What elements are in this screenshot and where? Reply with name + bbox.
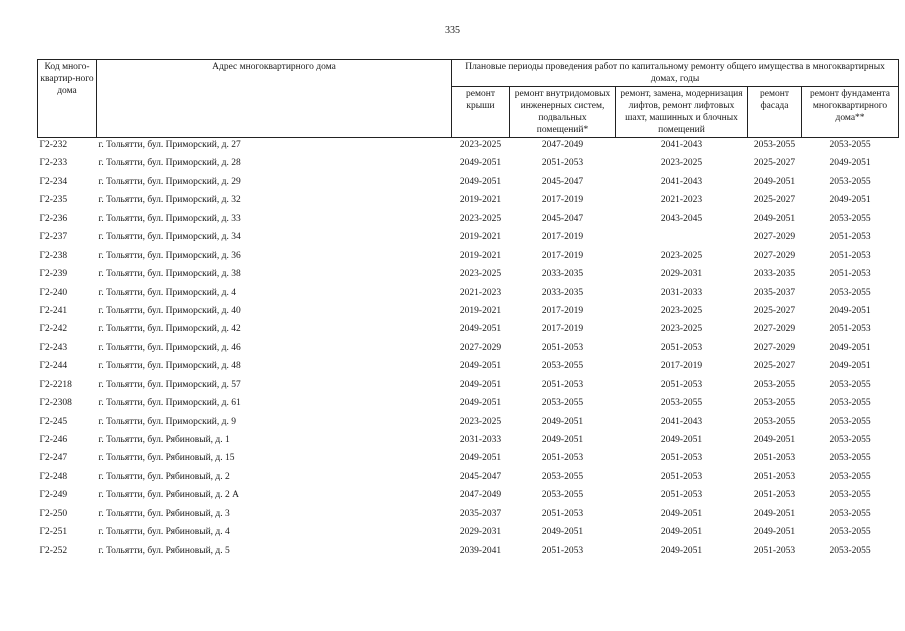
cell-code: Г2-2308 [39, 398, 72, 409]
cell-elevators: 2051-2053 [660, 490, 703, 501]
table-row [38, 230, 899, 248]
cell-address: г. Тольятти, бул. Рябиновый, д. 15 [98, 453, 235, 464]
cell-address: г. Тольятти, бул. Рябиновый, д. 5 [98, 545, 230, 556]
cell-elevators: 2049-2051 [660, 435, 703, 445]
cell-systems: 2049-2051 [541, 416, 584, 427]
cell-systems: 2051-2053 [541, 342, 584, 353]
cell-facade: 2049-2051 [753, 213, 796, 224]
cell-address: г. Тольятти, бул. Приморский, д. 27 [98, 140, 241, 150]
cell-code: Г2-242 [39, 324, 68, 335]
table-row [38, 378, 899, 396]
header-code: Код много-квартир-ного дома [38, 60, 97, 138]
cell-elevators: 2023-2025 [660, 250, 703, 261]
cell-elevators: 2049-2051 [660, 545, 703, 556]
cell-foundation: 2053-2055 [829, 140, 871, 150]
cell-code: Г2-238 [39, 250, 68, 261]
cell-roof: 2049-2051 [459, 158, 502, 169]
cell-facade: 2051-2053 [753, 453, 796, 464]
cell-foundation: 2049-2051 [829, 342, 871, 353]
table-row [38, 488, 899, 506]
table-row [38, 193, 899, 211]
cell-address: г. Тольятти, бул. Приморский, д. 36 [98, 250, 241, 261]
cell-facade: 2053-2055 [753, 398, 796, 409]
cell-address: г. Тольятти, бул. Приморский, д. 29 [98, 176, 241, 187]
cell-code: Г2-232 [39, 140, 68, 150]
cell-address: г. Тольятти, бул. Приморский, д. 40 [98, 305, 241, 316]
cell-foundation: 2053-2055 [829, 176, 871, 187]
cell-code: Г2-248 [39, 471, 68, 482]
cell-systems: 2017-2019 [541, 324, 584, 335]
cell-code: Г2-233 [39, 158, 68, 169]
cell-address: г. Тольятти, бул. Рябиновый, д. 2 А [98, 490, 239, 501]
cell-systems: 2053-2055 [541, 471, 584, 482]
cell-systems: 2049-2051 [541, 435, 584, 445]
cell-code: Г2-236 [39, 213, 68, 224]
cell-facade: 2049-2051 [753, 176, 796, 187]
table-body [38, 138, 899, 563]
cell-address: г. Тольятти, бул. Рябиновый, д. 2 [98, 471, 230, 482]
cell-systems: 2051-2053 [541, 453, 584, 464]
cell-address: г. Тольятти, бул. Приморский, д. 4 [98, 287, 236, 298]
cell-roof: 2049-2051 [459, 398, 502, 409]
cell-systems: 2017-2019 [541, 232, 584, 243]
cell-elevators: 2021-2023 [660, 195, 703, 206]
cell-facade: 2049-2051 [753, 508, 796, 519]
cell-foundation: 2053-2055 [829, 287, 871, 298]
cell-foundation: 2053-2055 [829, 471, 871, 482]
cell-foundation: 2049-2051 [829, 195, 871, 206]
cell-roof: 2049-2051 [459, 176, 502, 187]
table-row [38, 212, 899, 230]
table-row [38, 415, 899, 433]
cell-foundation: 2053-2055 [829, 453, 871, 464]
cell-foundation: 2053-2055 [829, 213, 871, 224]
cell-code: Г2-234 [39, 176, 68, 187]
table-row [38, 249, 899, 267]
cell-roof: 2049-2051 [459, 379, 502, 390]
cell-code: Г2-250 [39, 508, 68, 519]
cell-code: Г2-241 [39, 305, 68, 316]
cell-systems: 2017-2019 [541, 305, 584, 316]
cell-elevators [616, 230, 748, 248]
cell-systems: 2053-2055 [541, 361, 584, 372]
cell-facade: 2049-2051 [753, 527, 796, 538]
cell-roof: 2031-2033 [459, 435, 502, 445]
cell-foundation: 2053-2055 [829, 527, 871, 538]
table-row [38, 138, 899, 157]
table-row [38, 175, 899, 193]
table-row [38, 359, 899, 377]
table-row [38, 544, 899, 562]
cell-elevators: 2049-2051 [660, 527, 703, 538]
cell-systems: 2051-2053 [541, 545, 584, 556]
cell-code: Г2-244 [39, 361, 68, 372]
cell-foundation: 2049-2051 [829, 361, 871, 372]
cell-roof: 2019-2021 [459, 250, 502, 261]
cell-roof: 2023-2025 [459, 416, 502, 427]
cell-foundation: 2053-2055 [829, 545, 871, 556]
cell-systems: 2017-2019 [541, 195, 584, 206]
cell-address: г. Тольятти, бул. Приморский, д. 34 [98, 232, 241, 243]
table-row [38, 451, 899, 469]
cell-code: Г2-252 [39, 545, 68, 556]
cell-foundation: 2053-2055 [829, 435, 871, 445]
page-number: 335 [445, 25, 460, 36]
header-periods: Плановые периоды проведения работ по капитальному ремонту общего имущества в многоквартирных домах, годы [452, 60, 899, 87]
cell-address: г. Тольятти, бул. Приморский, д. 32 [98, 195, 241, 206]
cell-foundation: 2053-2055 [829, 490, 871, 501]
cell-address: г. Тольятти, бул. Приморский, д. 38 [98, 269, 241, 280]
cell-facade: 2051-2053 [753, 545, 796, 556]
cell-roof: 2023-2025 [459, 269, 502, 280]
cell-facade: 2025-2027 [753, 305, 796, 316]
cell-elevators: 2051-2053 [660, 342, 703, 353]
cell-roof: 2027-2029 [459, 342, 502, 353]
cell-systems: 2017-2019 [541, 250, 584, 261]
cell-code: Г2-239 [39, 269, 68, 280]
cell-roof: 2049-2051 [459, 324, 502, 335]
cell-code: Г2-249 [39, 490, 68, 501]
cell-code: Г2-251 [39, 527, 68, 538]
cell-systems: 2051-2053 [541, 158, 584, 169]
cell-facade: 2025-2027 [753, 158, 796, 169]
cell-facade: 2035-2037 [753, 287, 796, 298]
table-row [38, 525, 899, 543]
cell-facade: 2027-2029 [753, 250, 796, 261]
cell-systems: 2049-2051 [541, 527, 584, 538]
cell-address: г. Тольятти, бул. Приморский, д. 33 [98, 213, 241, 224]
cell-systems: 2045-2047 [541, 213, 584, 224]
table-row [38, 433, 899, 451]
cell-roof: 2023-2025 [459, 213, 502, 224]
cell-foundation: 2051-2053 [829, 269, 871, 280]
cell-facade: 2033-2035 [753, 269, 796, 280]
cell-foundation: 2049-2051 [829, 158, 871, 169]
cell-foundation: 2053-2055 [829, 508, 871, 519]
cell-roof: 2035-2037 [459, 508, 502, 519]
cell-facade: 2053-2055 [753, 140, 796, 150]
cell-roof: 2049-2051 [459, 453, 502, 464]
cell-elevators: 2053-2055 [660, 398, 703, 409]
cell-elevators: 2041-2043 [660, 140, 703, 150]
cell-systems: 2053-2055 [541, 490, 584, 501]
table-row [38, 304, 899, 322]
table-row [38, 156, 899, 174]
cell-code: Г2-235 [39, 195, 68, 206]
cell-elevators: 2023-2025 [660, 324, 703, 335]
cell-roof: 2019-2021 [459, 232, 502, 243]
cell-elevators: 2051-2053 [660, 471, 703, 482]
cell-code: Г2-2218 [39, 379, 72, 390]
cell-foundation: 2051-2053 [829, 324, 871, 335]
cell-foundation: 2053-2055 [829, 379, 871, 390]
cell-facade: 2025-2027 [753, 195, 796, 206]
cell-code: Г2-243 [39, 342, 68, 353]
cell-address: г. Тольятти, бул. Приморский, д. 28 [98, 158, 241, 169]
cell-elevators: 2031-2033 [660, 287, 703, 298]
cell-elevators: 2041-2043 [660, 176, 703, 187]
cell-systems: 2045-2047 [541, 176, 584, 187]
cell-facade: 2049-2051 [753, 435, 796, 445]
table-row [38, 322, 899, 340]
cell-foundation: 2053-2055 [829, 416, 871, 427]
cell-foundation: 2051-2053 [829, 250, 871, 261]
cell-systems: 2047-2049 [541, 140, 584, 150]
cell-elevators: 2051-2053 [660, 379, 703, 390]
cell-roof: 2045-2047 [459, 471, 502, 482]
header-elevators: ремонт, замена, модернизация лифтов, ремонт лифтовых шахт, машинных и блочных помещений [616, 87, 748, 138]
header-systems: ремонт внутридомовых инженерных систем, подвальных помещений* [510, 87, 616, 138]
cell-roof: 2039-2041 [459, 545, 502, 556]
cell-facade: 2025-2027 [753, 361, 796, 372]
cell-facade: 2051-2053 [753, 471, 796, 482]
cell-code: Г2-247 [39, 453, 68, 464]
header-roof: ремонт крыши [452, 87, 510, 138]
cell-roof: 2047-2049 [459, 490, 502, 501]
cell-address: г. Тольятти, бул. Приморский, д. 61 [98, 398, 241, 409]
table-row [38, 396, 899, 414]
cell-foundation: 2051-2053 [829, 232, 871, 243]
cell-roof: 2019-2021 [459, 195, 502, 206]
cell-facade: 2053-2055 [753, 379, 796, 390]
cell-systems: 2051-2053 [541, 379, 584, 390]
cell-code: Г2-240 [39, 287, 68, 298]
cell-elevators: 2041-2043 [660, 416, 703, 427]
cell-roof: 2049-2051 [459, 361, 502, 372]
cell-address: г. Тольятти, бул. Приморский, д. 57 [98, 379, 241, 390]
cell-elevators: 2029-2031 [660, 269, 703, 280]
cell-code: Г2-237 [39, 232, 68, 243]
cell-code: Г2-245 [39, 416, 68, 427]
cell-facade: 2027-2029 [753, 324, 796, 335]
cell-systems: 2051-2053 [541, 508, 584, 519]
table-row [38, 267, 899, 285]
cell-roof: 2019-2021 [459, 305, 502, 316]
cell-elevators: 2051-2053 [660, 453, 703, 464]
capital-repair-schedule-table [37, 59, 899, 562]
cell-roof: 2029-2031 [459, 527, 502, 538]
table-row [38, 507, 899, 525]
header-facade: ремонт фасада [748, 87, 802, 138]
cell-facade: 2027-2029 [753, 232, 796, 243]
cell-facade: 2027-2029 [753, 342, 796, 353]
cell-systems: 2033-2035 [541, 287, 584, 298]
cell-foundation: 2053-2055 [829, 398, 871, 409]
cell-elevators: 2023-2025 [660, 305, 703, 316]
cell-elevators: 2023-2025 [660, 158, 703, 169]
cell-elevators: 2049-2051 [660, 508, 703, 519]
header-foundation: ремонт фундамента многоквартирного дома** [802, 87, 899, 138]
cell-address: г. Тольятти, бул. Рябиновый, д. 3 [98, 508, 230, 519]
table-row [38, 286, 899, 304]
cell-address: г. Тольятти, бул. Приморский, д. 48 [98, 361, 241, 372]
cell-address: г. Тольятти, бул. Приморский, д. 42 [98, 324, 241, 335]
cell-facade: 2051-2053 [753, 490, 796, 501]
cell-address: г. Тольятти, бул. Рябиновый, д. 4 [98, 527, 230, 538]
header-address: Адрес многоквартирного дома [97, 60, 452, 138]
cell-facade: 2053-2055 [753, 416, 796, 427]
table-row [38, 470, 899, 488]
cell-roof: 2021-2023 [459, 287, 502, 298]
cell-systems: 2053-2055 [541, 398, 584, 409]
cell-code: Г2-246 [39, 435, 68, 445]
cell-address: г. Тольятти, бул. Приморский, д. 9 [98, 416, 236, 427]
cell-address: г. Тольятти, бул. Рябиновый, д. 1 [98, 435, 230, 445]
cell-foundation: 2049-2051 [829, 305, 871, 316]
table-row [38, 341, 899, 359]
cell-systems: 2033-2035 [541, 269, 584, 280]
cell-address: г. Тольятти, бул. Приморский, д. 46 [98, 342, 241, 353]
cell-elevators: 2017-2019 [660, 361, 703, 372]
cell-elevators: 2043-2045 [660, 213, 703, 224]
cell-roof: 2023-2025 [459, 140, 502, 150]
